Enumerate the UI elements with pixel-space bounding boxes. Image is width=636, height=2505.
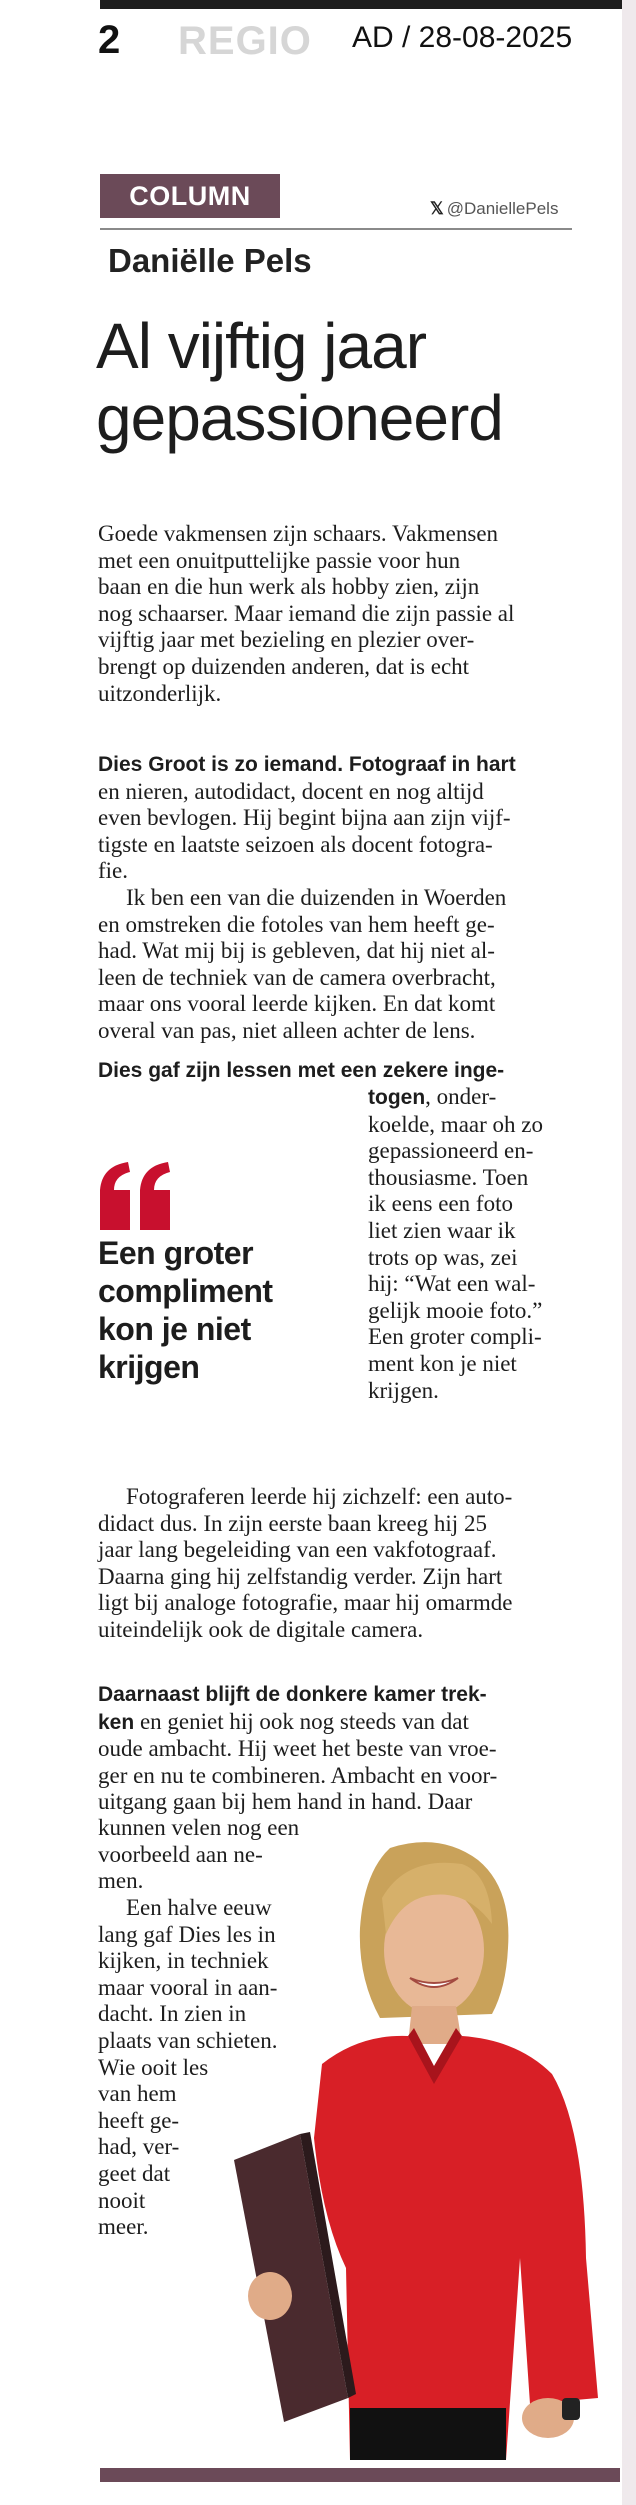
text-line bbox=[368, 1084, 598, 1112]
text-line: Een groter compli- bbox=[368, 1324, 542, 1350]
text-fragment: , onder- bbox=[425, 1084, 497, 1109]
pull-quote bbox=[98, 1234, 338, 1386]
pull-quote-line: krijgen bbox=[98, 1349, 200, 1385]
text-line: even bevlogen. Hij begint bijna aan zijn vijf- bbox=[98, 805, 511, 831]
text-line: uiteindelijk ook de digitale camera. bbox=[98, 1616, 424, 1642]
text-line: meer. bbox=[98, 2214, 149, 2240]
body-block-3-lead bbox=[98, 1058, 598, 1085]
author-portrait bbox=[230, 1838, 626, 2460]
text-line: maar ons vooral leerde kijken. En dat komt bbox=[98, 991, 496, 1017]
lead-line: Dies gaf zijn lessen met een zekere inge- bbox=[98, 1059, 505, 1082]
headline-line: Al vijftig jaar bbox=[96, 310, 426, 382]
text-line: Een halve eeuw bbox=[126, 1895, 272, 1920]
text-line: Daarna ging hij zelfstandig verder. Zijn hart bbox=[98, 1563, 503, 1589]
body-block-2 bbox=[98, 752, 598, 1045]
body-block-4 bbox=[98, 1682, 598, 1816]
byline-rule bbox=[100, 228, 572, 230]
text-line: van hem bbox=[98, 2081, 177, 2107]
text-line: Goede vakmensen zijn schaars. Vakmensen bbox=[98, 521, 499, 546]
text-line: didact dus. In zijn eerste baan kreeg hij 25 bbox=[98, 1510, 487, 1536]
text-fragment: en geniet hij ook nog steeds van dat bbox=[134, 1708, 469, 1734]
text-line: uitzonderlijk. bbox=[98, 680, 222, 706]
text-line: had. Wat mij bij is gebleven, dat hij niet al- bbox=[98, 938, 495, 964]
text-line: trots op was, zei bbox=[368, 1244, 518, 1270]
text-line: jaar lang begeleiding van een vakfotograaf. bbox=[98, 1537, 497, 1563]
text-line: ligt bij analoge fotografie, maar hij omarmde bbox=[98, 1590, 513, 1616]
text-line: en omstreken die fotoles van hem heeft ge- bbox=[98, 911, 495, 937]
top-rule bbox=[100, 0, 636, 9]
lead-line: Daarnaast blijft de donkere kamer trek- bbox=[98, 1683, 487, 1706]
text-line: heeft ge- bbox=[98, 2107, 180, 2133]
page-number: 2 bbox=[98, 18, 121, 62]
lead-word: ken bbox=[98, 1710, 135, 1734]
text-line: men. bbox=[98, 1868, 144, 1894]
intro-paragraph bbox=[98, 521, 598, 707]
text-line: uitgang gaan bij hem hand in hand. Daar bbox=[98, 1789, 473, 1815]
text-line: koelde, maar oh zo bbox=[368, 1111, 543, 1137]
twitter-handle[interactable] bbox=[430, 199, 558, 219]
text-line: Ik ben een van die duizenden in Woerden bbox=[126, 884, 507, 910]
text-line: nog schaarser. Maar iemand die zijn passie al bbox=[98, 600, 515, 626]
text-line: brengt op duizenden anderen, dat is echt bbox=[98, 653, 470, 679]
text-line: vijftig jaar met bezieling en plezier over- bbox=[98, 627, 475, 653]
quote-mark-icon bbox=[98, 1160, 174, 1232]
bottom-rule bbox=[100, 2468, 620, 2482]
text-line bbox=[98, 1709, 598, 1737]
text-line: thousiasme. Toen bbox=[368, 1164, 529, 1190]
text-line: fie. bbox=[98, 858, 129, 884]
text-line: oude ambacht. Hij weet het beste van vroe- bbox=[98, 1736, 497, 1762]
text-line: baan en die hun werk als hobby zien, zijn bbox=[98, 574, 480, 600]
text-line: Fotograferen leerde hij zichzelf: een auto- bbox=[126, 1484, 513, 1509]
text-line: plaats van schieten. bbox=[98, 2027, 278, 2053]
text-line: ik eens een foto bbox=[368, 1191, 513, 1217]
text-line: ger en nu te combineren. Ambacht en voor- bbox=[98, 1762, 498, 1788]
author-name: Daniëlle Pels bbox=[108, 242, 312, 279]
text-line: had, ver- bbox=[98, 2134, 180, 2160]
body-block-3-narrow bbox=[368, 1084, 598, 1404]
text-line: tigste en laatste seizoen als docent fotogra- bbox=[98, 831, 493, 857]
text-line: Wie ooit les bbox=[98, 2054, 209, 2080]
publication-date: AD / 28-08-2025 bbox=[352, 21, 573, 54]
pull-quote-line: compliment bbox=[98, 1273, 273, 1309]
text-line: maar vooral in aan- bbox=[98, 1974, 278, 2000]
pull-quote-line: Een groter bbox=[98, 1235, 254, 1271]
text-line: gepassioneerd en- bbox=[368, 1138, 534, 1164]
text-line: met een onuitputtelijke passie voor hun bbox=[98, 547, 461, 573]
text-line: hij: “Wat een wal- bbox=[368, 1271, 536, 1297]
text-line: gelijk mooie foto.” bbox=[368, 1297, 543, 1323]
lead-line: Dies Groot is zo iemand. Fotograaf in hart bbox=[98, 753, 516, 776]
text-line: nooit bbox=[98, 2187, 146, 2213]
text-line: lang gaf Dies les in bbox=[98, 1921, 276, 1947]
text-line: liet zien waar ik bbox=[368, 1217, 516, 1243]
text-line: kijken, in techniek bbox=[98, 1948, 269, 1974]
body-block-3-para-2 bbox=[98, 1484, 598, 1644]
headline bbox=[96, 310, 596, 454]
text-line: kunnen velen nog een bbox=[98, 1815, 300, 1840]
text-line: geet dat bbox=[98, 2160, 171, 2186]
text-line: voorbeeld aan ne- bbox=[98, 1841, 263, 1867]
twitter-handle-text: @DaniellePels bbox=[446, 199, 559, 218]
lead-word: togen bbox=[368, 1086, 426, 1109]
text-line: leen de techniek van de camera overbracht, bbox=[98, 964, 496, 990]
text-line: krijgen. bbox=[368, 1377, 439, 1403]
section-name: REGIO bbox=[178, 19, 312, 63]
pull-quote-line: kon je niet bbox=[98, 1311, 251, 1347]
text-line: en nieren, autodidact, docent en nog altijd bbox=[98, 778, 484, 804]
headline-line: gepassioneerd bbox=[96, 382, 503, 454]
text-line: ment kon je niet bbox=[368, 1350, 517, 1376]
text-line: dacht. In zien in bbox=[98, 2001, 247, 2027]
column-label: COLUMN bbox=[100, 174, 280, 218]
text-line: overal van pas, niet alleen achter de lens. bbox=[98, 1017, 476, 1043]
x-logo-icon: 𝕏 bbox=[430, 199, 444, 218]
